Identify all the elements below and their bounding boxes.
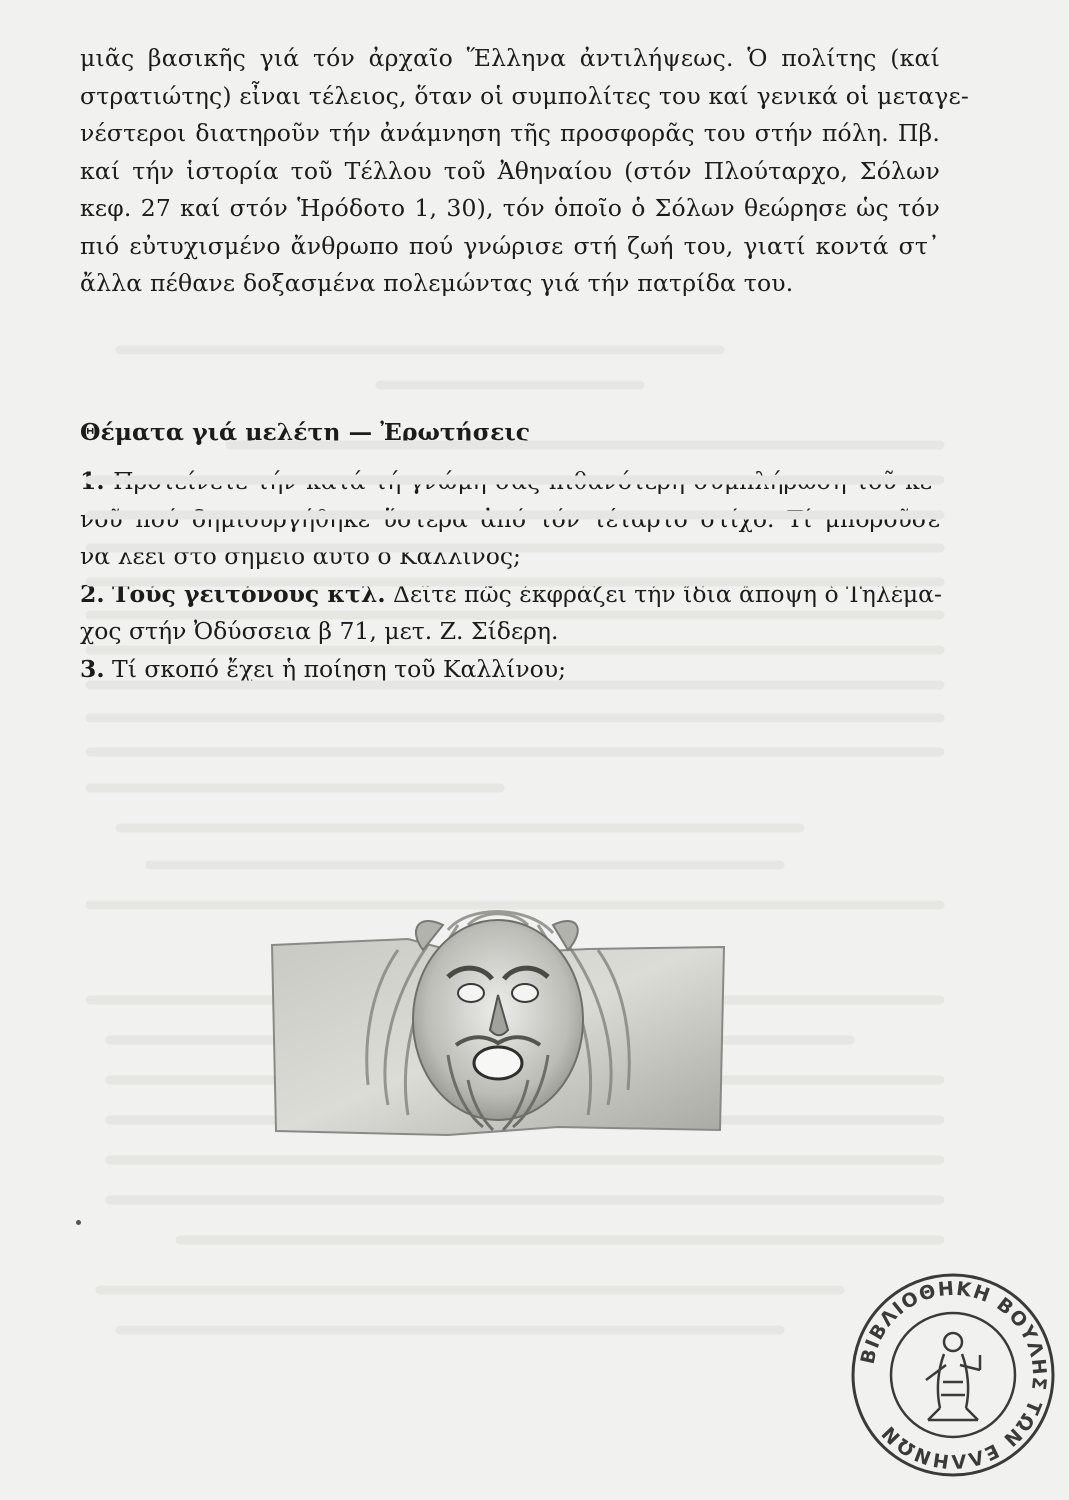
theatrical-mask-relief-image [268, 905, 726, 1137]
text-line: πιό εὐτυχισμένο ἄνθρωπο πού γνώρισε στή ζωή του, γιατί κοντά στ᾽ [80, 231, 940, 260]
seated-figure-icon [926, 1333, 980, 1420]
library-stamp [848, 1270, 1058, 1480]
question-text: Δεῖτε πῶς ἐκφράζει τήν ἴδια ἄποψη ὁ Τηλέμα- [393, 579, 942, 608]
question-number: 2. [80, 579, 105, 608]
text-line: καί τήν ἱστορία τοῦ Τέλλου τοῦ Ἀθηναίου (στόν Πλούταρχο, Σόλων [80, 156, 940, 185]
question-text: νοῦ πού δημιουργήθηκε ὕστερα ἀπό τόν τέταρτο στίχο. Τί μποροῦσε [80, 504, 940, 533]
text-line: στρατιώτης) εἶναι τέλειος, ὅταν οἱ συμπολίτες του καί γενικά οἱ μεταγε- [80, 81, 970, 110]
text-line: κεφ. 27 καί στόν Ἡρόδοτο 1, 30), τόν ὁποῖο ὁ Σόλων θεώρησε ὡς τόν [80, 194, 940, 222]
svg-text:ΒΙΒΛΙΟΘΗΚΗ ΒΟΥΛΗΣ ΤΩΝ ΕΛΛΗΝΩΝ [857, 1278, 1051, 1473]
text-line: μιᾶς βασικῆς γιά τόν ἀρχαῖο Ἕλληνα ἀντιλήψεως. Ὁ πολίτης (καί [80, 44, 940, 72]
text-line: ἄλλα πέθανε δοξασμένα πολεμώντας γιά τήν πατρίδα του. [80, 269, 794, 297]
text-line: νέστεροι διατηροῦν τήν ἀνάμνηση τῆς προσφορᾶς του στήν πόλη. Πβ. [80, 119, 940, 147]
section-heading: Θέματα γιά μελέτη — Ἐρωτήσεις [80, 418, 531, 446]
question-lemma: Τούς γειτόνους κτλ. [112, 579, 386, 608]
question-text: χος στήν Ὀδύσσεια β 71, μετ. Ζ. Σίδερη. [80, 617, 559, 645]
stamp-text: ΒΙΒΛΙΟΘΗΚΗ ΒΟΥΛΗΣ ΤΩΝ ΕΛΛΗΝΩΝ [856, 1277, 1051, 1473]
question-number: 3. [80, 654, 105, 683]
question-text: νά λέει στό σημεῖο αὐτό ὁ Καλλῖνος; [80, 542, 521, 570]
speck [76, 1220, 81, 1225]
question-number: 1. [80, 467, 105, 495]
question-text: Τί σκοπό ἔχει ἡ ποίηση τοῦ Καλλίνου; [112, 654, 567, 683]
question-text: Προτείνετε τήν κατά τή γνώμη σας πιθανότερη συμπλήρωση τοῦ κε- [113, 467, 940, 495]
